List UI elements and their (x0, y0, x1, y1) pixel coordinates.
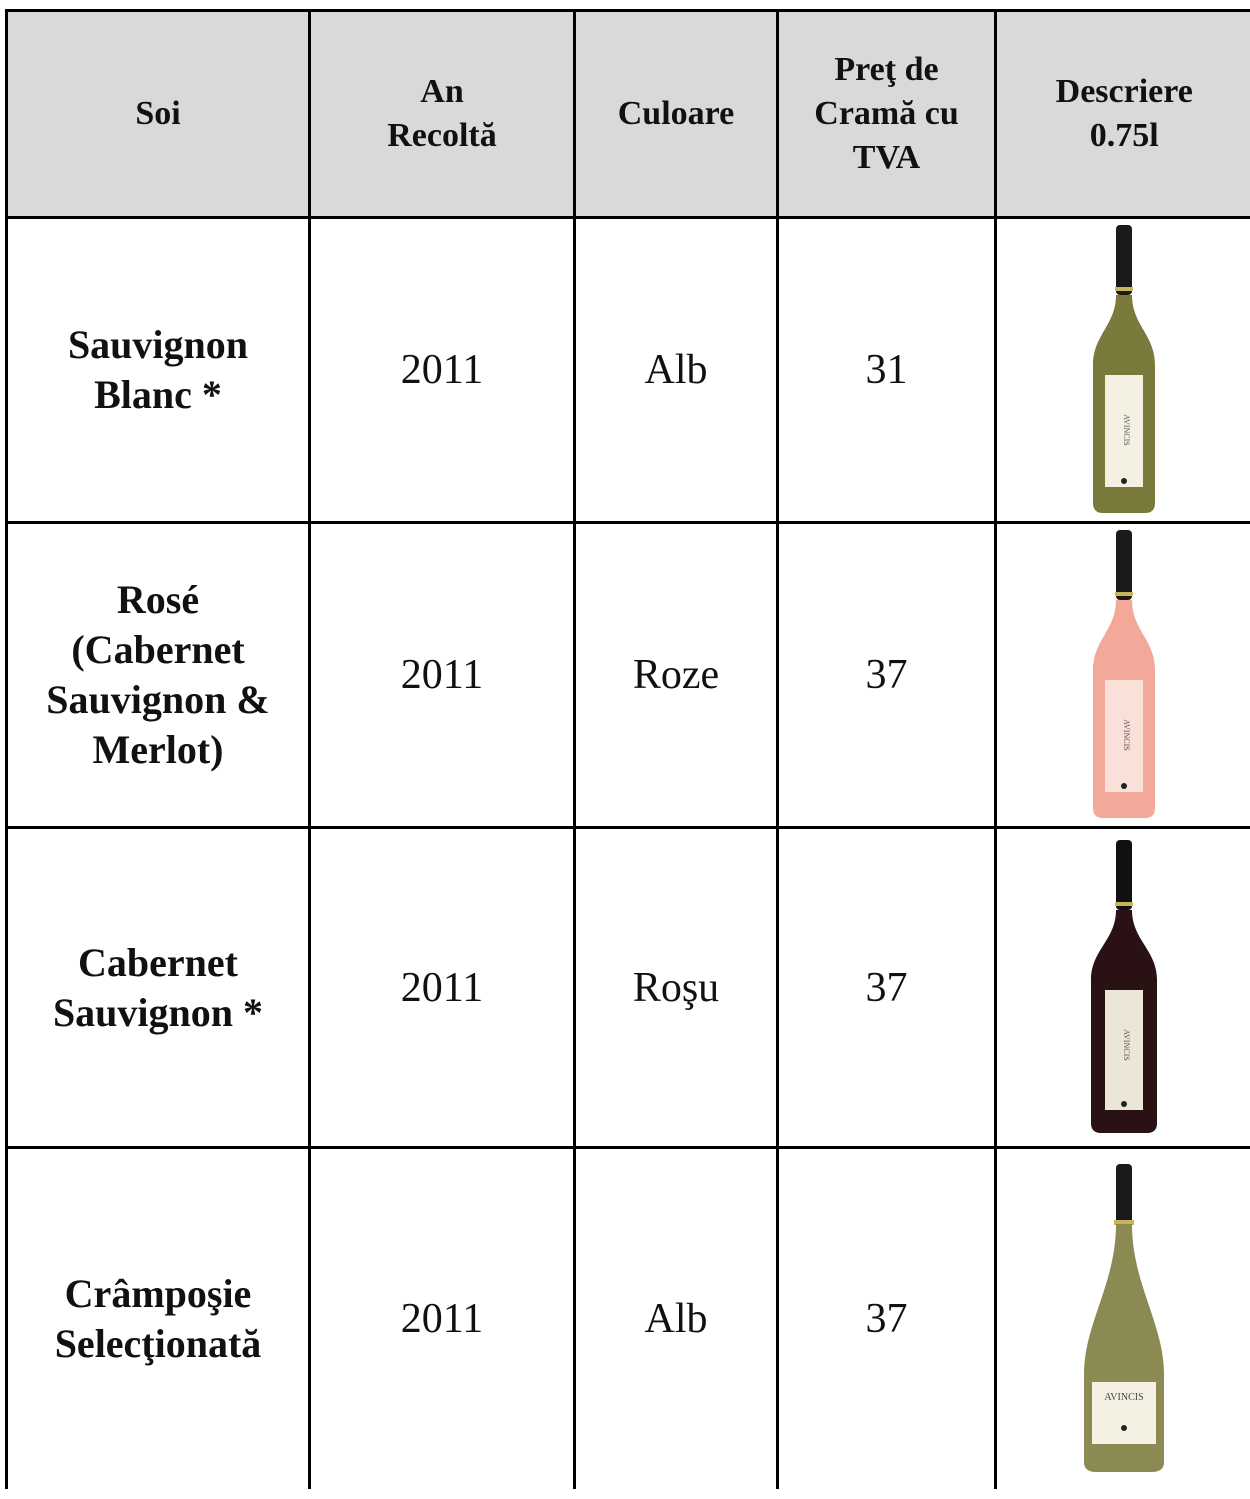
header-row (7, 11, 1250, 218)
table-row (7, 1148, 1250, 1490)
culoare-cell: Alb (575, 218, 778, 523)
white-wine-bottle-icon (1074, 1164, 1174, 1474)
header-pret: Preţ de Cramă cu TVA (778, 11, 996, 218)
soi-cell: Cabernet Sauvignon * (7, 828, 310, 1148)
culoare-cell: Alb (575, 1148, 778, 1490)
an-cell: 2011 (310, 1148, 575, 1490)
svg-text:AVINCIS: AVINCIS (1122, 719, 1132, 751)
table-row (7, 218, 1250, 523)
header-culoare: Culoare (575, 11, 778, 218)
header-soi: Soi (7, 11, 310, 218)
bottle-cell (996, 523, 1250, 828)
an-cell: 2011 (310, 828, 575, 1148)
bottle-cell (996, 828, 1250, 1148)
an-cell: 2011 (310, 523, 575, 828)
header-an-recolta: An Recoltă (310, 11, 575, 218)
culoare-cell: Roze (575, 523, 778, 828)
pret-cell: 37 (778, 828, 996, 1148)
pret-cell: 31 (778, 218, 996, 523)
red-wine-bottle-icon (1079, 840, 1169, 1135)
table-row (7, 523, 1250, 828)
pret-cell: 37 (778, 1148, 996, 1490)
soi-cell: Sauvignon Blanc * (7, 218, 310, 523)
soi-cell: Rosé (Cabernet Sauvignon & Merlot) (7, 523, 310, 828)
header-descriere: Descriere 0.75l (996, 11, 1250, 218)
soi-cell: Crâmpoşie Selecţionată (7, 1148, 310, 1490)
wine-price-table-wrapper (5, 9, 1250, 1499)
an-cell: 2011 (310, 218, 575, 523)
white-wine-bottle-icon (1079, 225, 1169, 515)
table-row (7, 828, 1250, 1148)
culoare-cell: Roşu (575, 828, 778, 1148)
bottle-cell (996, 1148, 1250, 1490)
bottle-cell (996, 218, 1250, 523)
svg-text:AVINCIS: AVINCIS (1104, 1392, 1144, 1403)
wine-price-table (5, 9, 1250, 1489)
rose-wine-bottle-icon (1079, 530, 1169, 820)
svg-text:AVINCIS: AVINCIS (1122, 414, 1132, 446)
svg-text:AVINCIS: AVINCIS (1122, 1029, 1132, 1061)
pret-cell: 37 (778, 523, 996, 828)
